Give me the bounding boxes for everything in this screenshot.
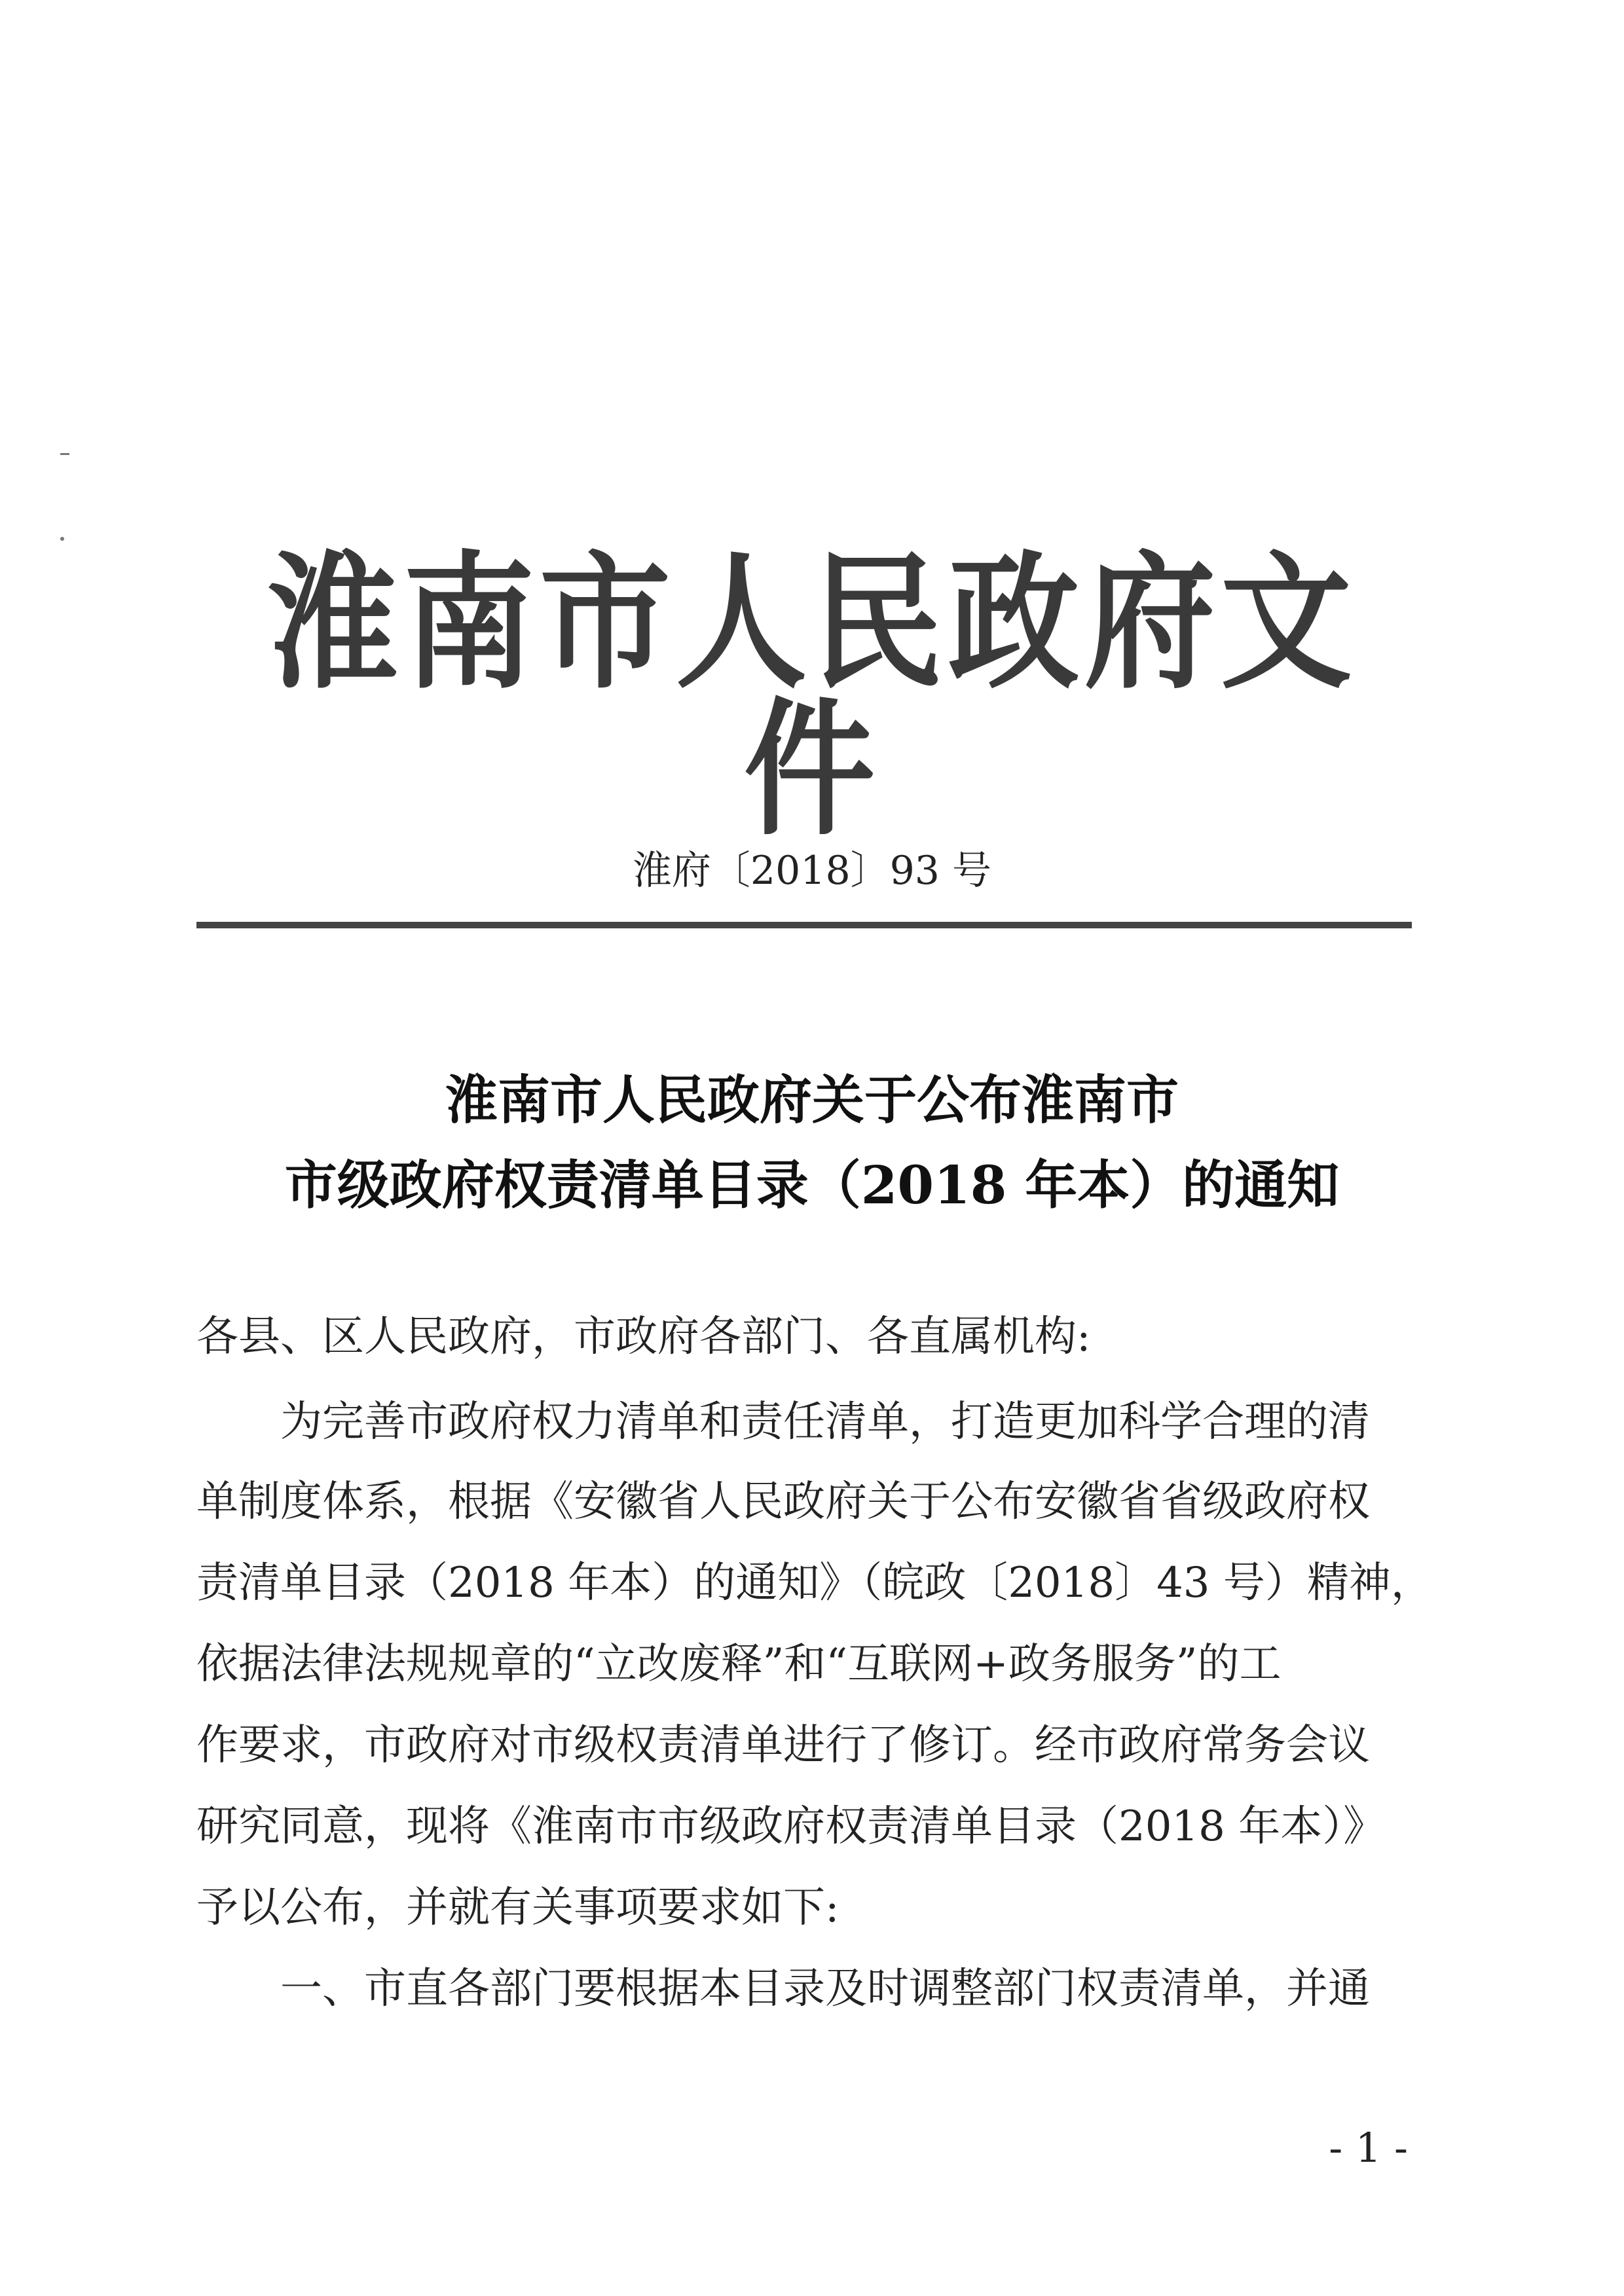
body-line: 予以公布，并就有关事项要求如下: [196,1884,840,1932]
body-line: 一、市直各部门要根据本目录及时调整部门权责清单，并通 [280,1965,1370,2013]
notice-title-line-1: 淮南市人民政府关于公布淮南市 [445,1069,1179,1131]
page-number: - 1 - [1329,2124,1408,2172]
header-divider [196,922,1412,928]
body-line: 研究同意，现将《淮南市市级政府权责清单目录（2018 年本）》 [196,1802,1386,1851]
document-number: 淮府〔2018〕93 号 [632,848,992,894]
body-line: 依据法律法规规章的“立改废释”和“互联网+政务服务”的工 [196,1640,1282,1688]
issuer-title: 淮南市人民政府文件 [267,536,1357,856]
scan-mark [60,453,69,455]
salutation: 各县、区人民政府，市政府各部门、各直属机构: [196,1313,1091,1361]
body-line: 单制度体系，根据《安徽省人民政府关于公布安徽省省级政府权 [196,1478,1370,1526]
scan-mark [60,537,64,541]
body-line: 责清单目录（2018 年本）的通知》（皖政〔2018〕43 号）精神， [196,1559,1433,1607]
body-line: 作要求，市政府对市级权责清单进行了修订。经市政府常务会议 [196,1721,1370,1770]
body-line: 为完善市政府权力清单和责任清单，打造更加科学合理的清 [280,1398,1370,1446]
notice-title-line-2: 市级政府权责清单目录（2018 年本）的通知 [284,1154,1340,1216]
